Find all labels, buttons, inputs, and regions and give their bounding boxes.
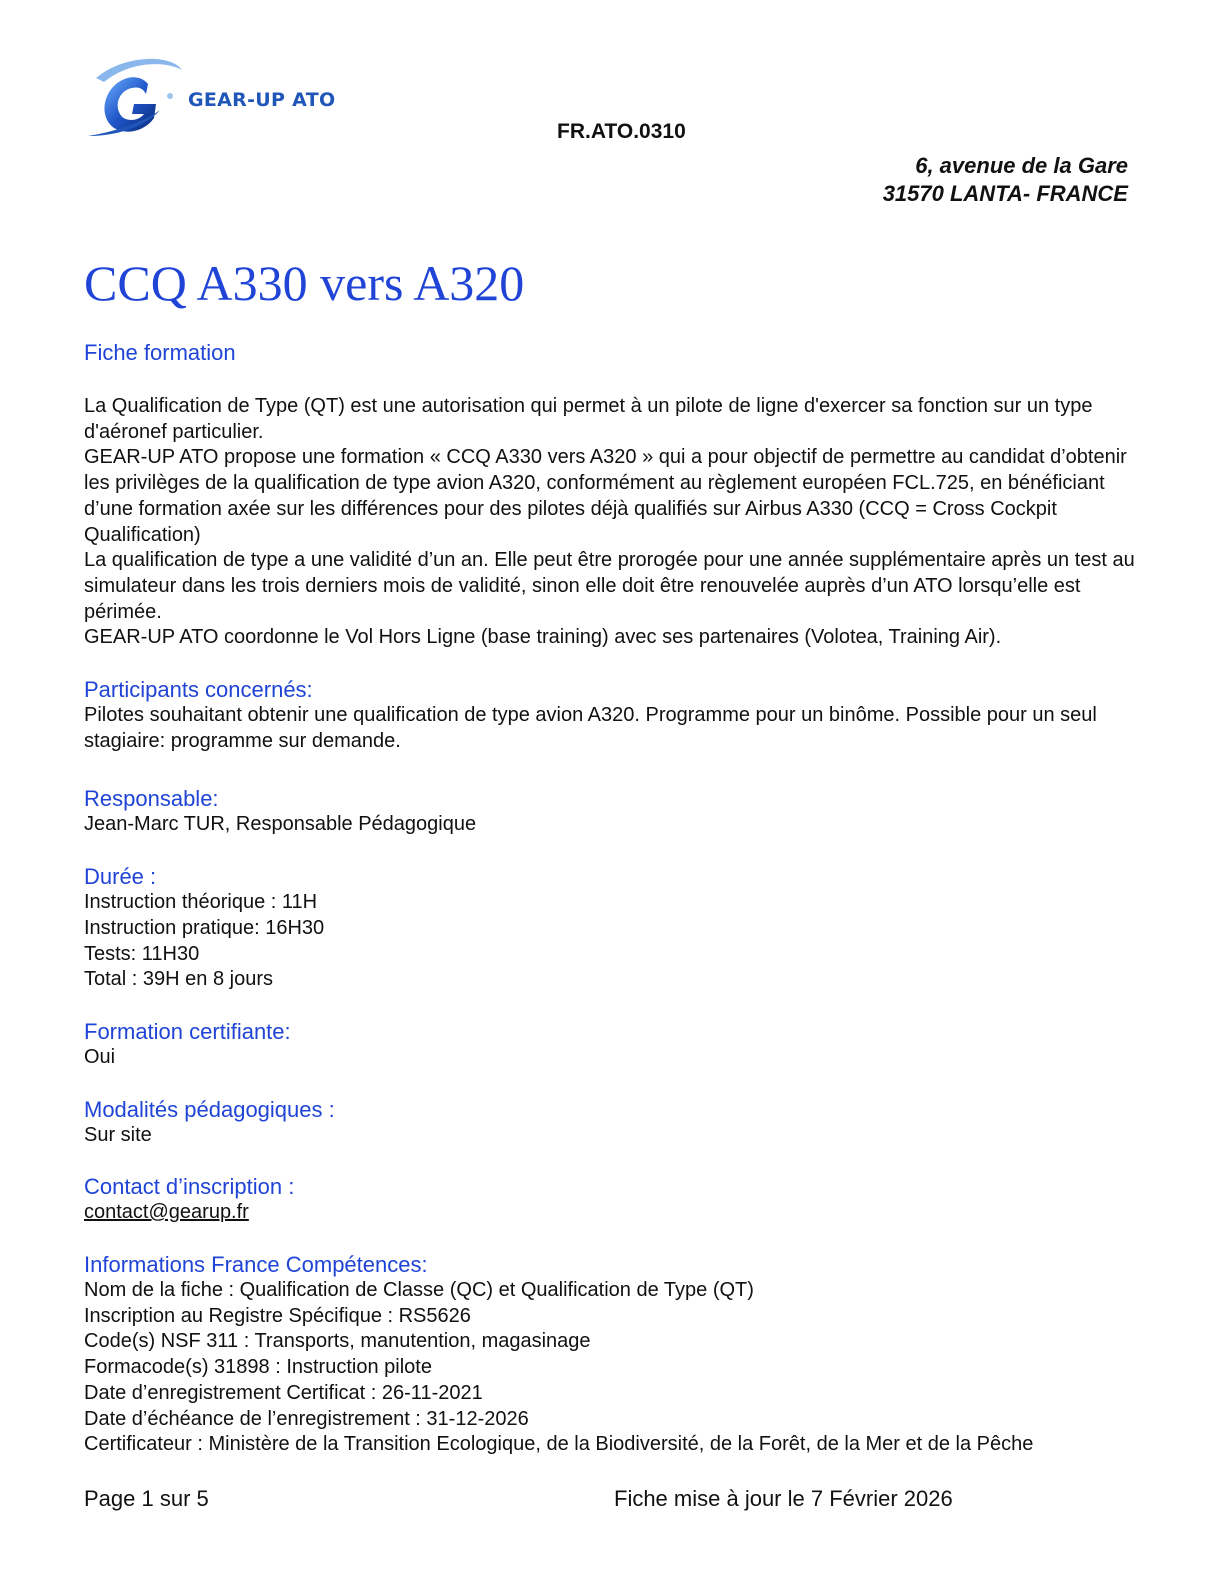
ato-code: FR.ATO.0310 [557,120,686,143]
certifiante-section [84,1019,1144,1071]
intro-section [84,394,1144,651]
duree-line: Tests: 11H30 [84,942,200,965]
france-competences-heading: Informations France Compétences: [84,1252,428,1278]
company-logo [84,56,354,140]
duree-line: Instruction théorique : 11H [84,891,318,914]
contact-section [84,1174,1144,1226]
duree-section [84,864,1144,993]
france-competences-line: Code(s) NSF 311 : Transports, manutention, magasinage [84,1330,591,1353]
intro-paragraph: La qualification de type a une validité d’un an. Elle peut être prorogée pour une année supplémentaire après un test au simulateur dans les trois derniers mois de validité, sinon elle doit être renouvelée auprès d’un ATO lorsqu’elle est périmée. [84,549,1135,623]
modalites-heading: Modalités pédagogiques : [84,1096,335,1122]
intro-heading: Fiche formation [84,340,236,365]
page-title: CCQ A330 vers A320 [84,255,525,311]
responsable-section [84,786,1144,838]
document-body [84,340,1144,1458]
responsable-heading: Responsable: [84,786,219,812]
gear-up-g-logo-icon [84,56,184,140]
intro-paragraph: GEAR-UP ATO coordonne le Vol Hors Ligne (base training) avec ses partenaires (Volotea, Training Air). [84,626,1002,649]
france-competences-line: Date d’échéance de l’enregistrement : 31-12-2026 [84,1407,529,1430]
france-competences-line: Formacode(s) 31898 : Instruction pilote [84,1356,432,1379]
france-competences-line: Certificateur : Ministère de la Transition Ecologique, de la Biodiversité, de la Forêt, de la Mer et de la Pêche [84,1433,1034,1456]
update-date: Fiche mise à jour le 7 Février 2026 [614,1486,953,1511]
address [883,152,1128,208]
intro-paragraph: GEAR-UP ATO propose une formation « CCQ A330 vers A320 » qui a pour objectif de permettre au candidat d’obtenir les privilèges de la qualification de type avion A320, conformément au règlement européen FCL.725, en bénéficiant d’une formation axée sur les différences pour des pilotes déjà qualifiés sur Airbus A330 (CCQ = Cross Cockpit Qualification) [84,446,1127,546]
responsable-text: Jean-Marc TUR, Responsable Pédagogique [84,813,477,836]
france-competences-line: Inscription au Registre Spécifique : RS5626 [84,1304,471,1327]
certifiante-heading: Formation certifiante: [84,1018,291,1044]
contact-email-link[interactable]: contact@gearup.fr [84,1201,249,1224]
duree-line: Total : 39H en 8 jours [84,968,273,991]
participants-section [84,677,1144,754]
france-competences-line: Nom de la fiche : Qualification de Classe (QC) et Qualification de Type (QT) [84,1279,754,1302]
contact-heading: Contact d’inscription : [84,1174,295,1200]
certifiante-text: Oui [84,1045,116,1068]
duree-line: Instruction pratique: 16H30 [84,916,325,939]
participants-text: Pilotes souhaitant obtenir une qualification de type avion A320. Programme pour un binôme. Possible pour un seul stagiaire: programme sur demande. [84,704,1097,752]
modalites-section [84,1097,1144,1149]
intro-paragraph: La Qualification de Type (QT) est une autorisation qui permet à un pilote de ligne d'exercer sa fonction sur un type d'aéronef particulier. [84,395,1093,443]
page-number: Page 1 sur 5 [84,1486,209,1511]
address-line-1: 6, avenue de la Gare [915,153,1128,178]
france-competences-section [84,1252,1144,1458]
participants-heading: Participants concernés: [84,677,313,703]
logo-text: GEAR-UP ATO [188,89,336,111]
address-line-2: 31570 LANTA- FRANCE [882,181,1128,206]
modalites-text: Sur site [84,1123,152,1146]
duree-heading: Durée : [84,864,157,890]
france-competences-line: Date d’enregistrement Certificat : 26-11-2021 [84,1381,483,1404]
